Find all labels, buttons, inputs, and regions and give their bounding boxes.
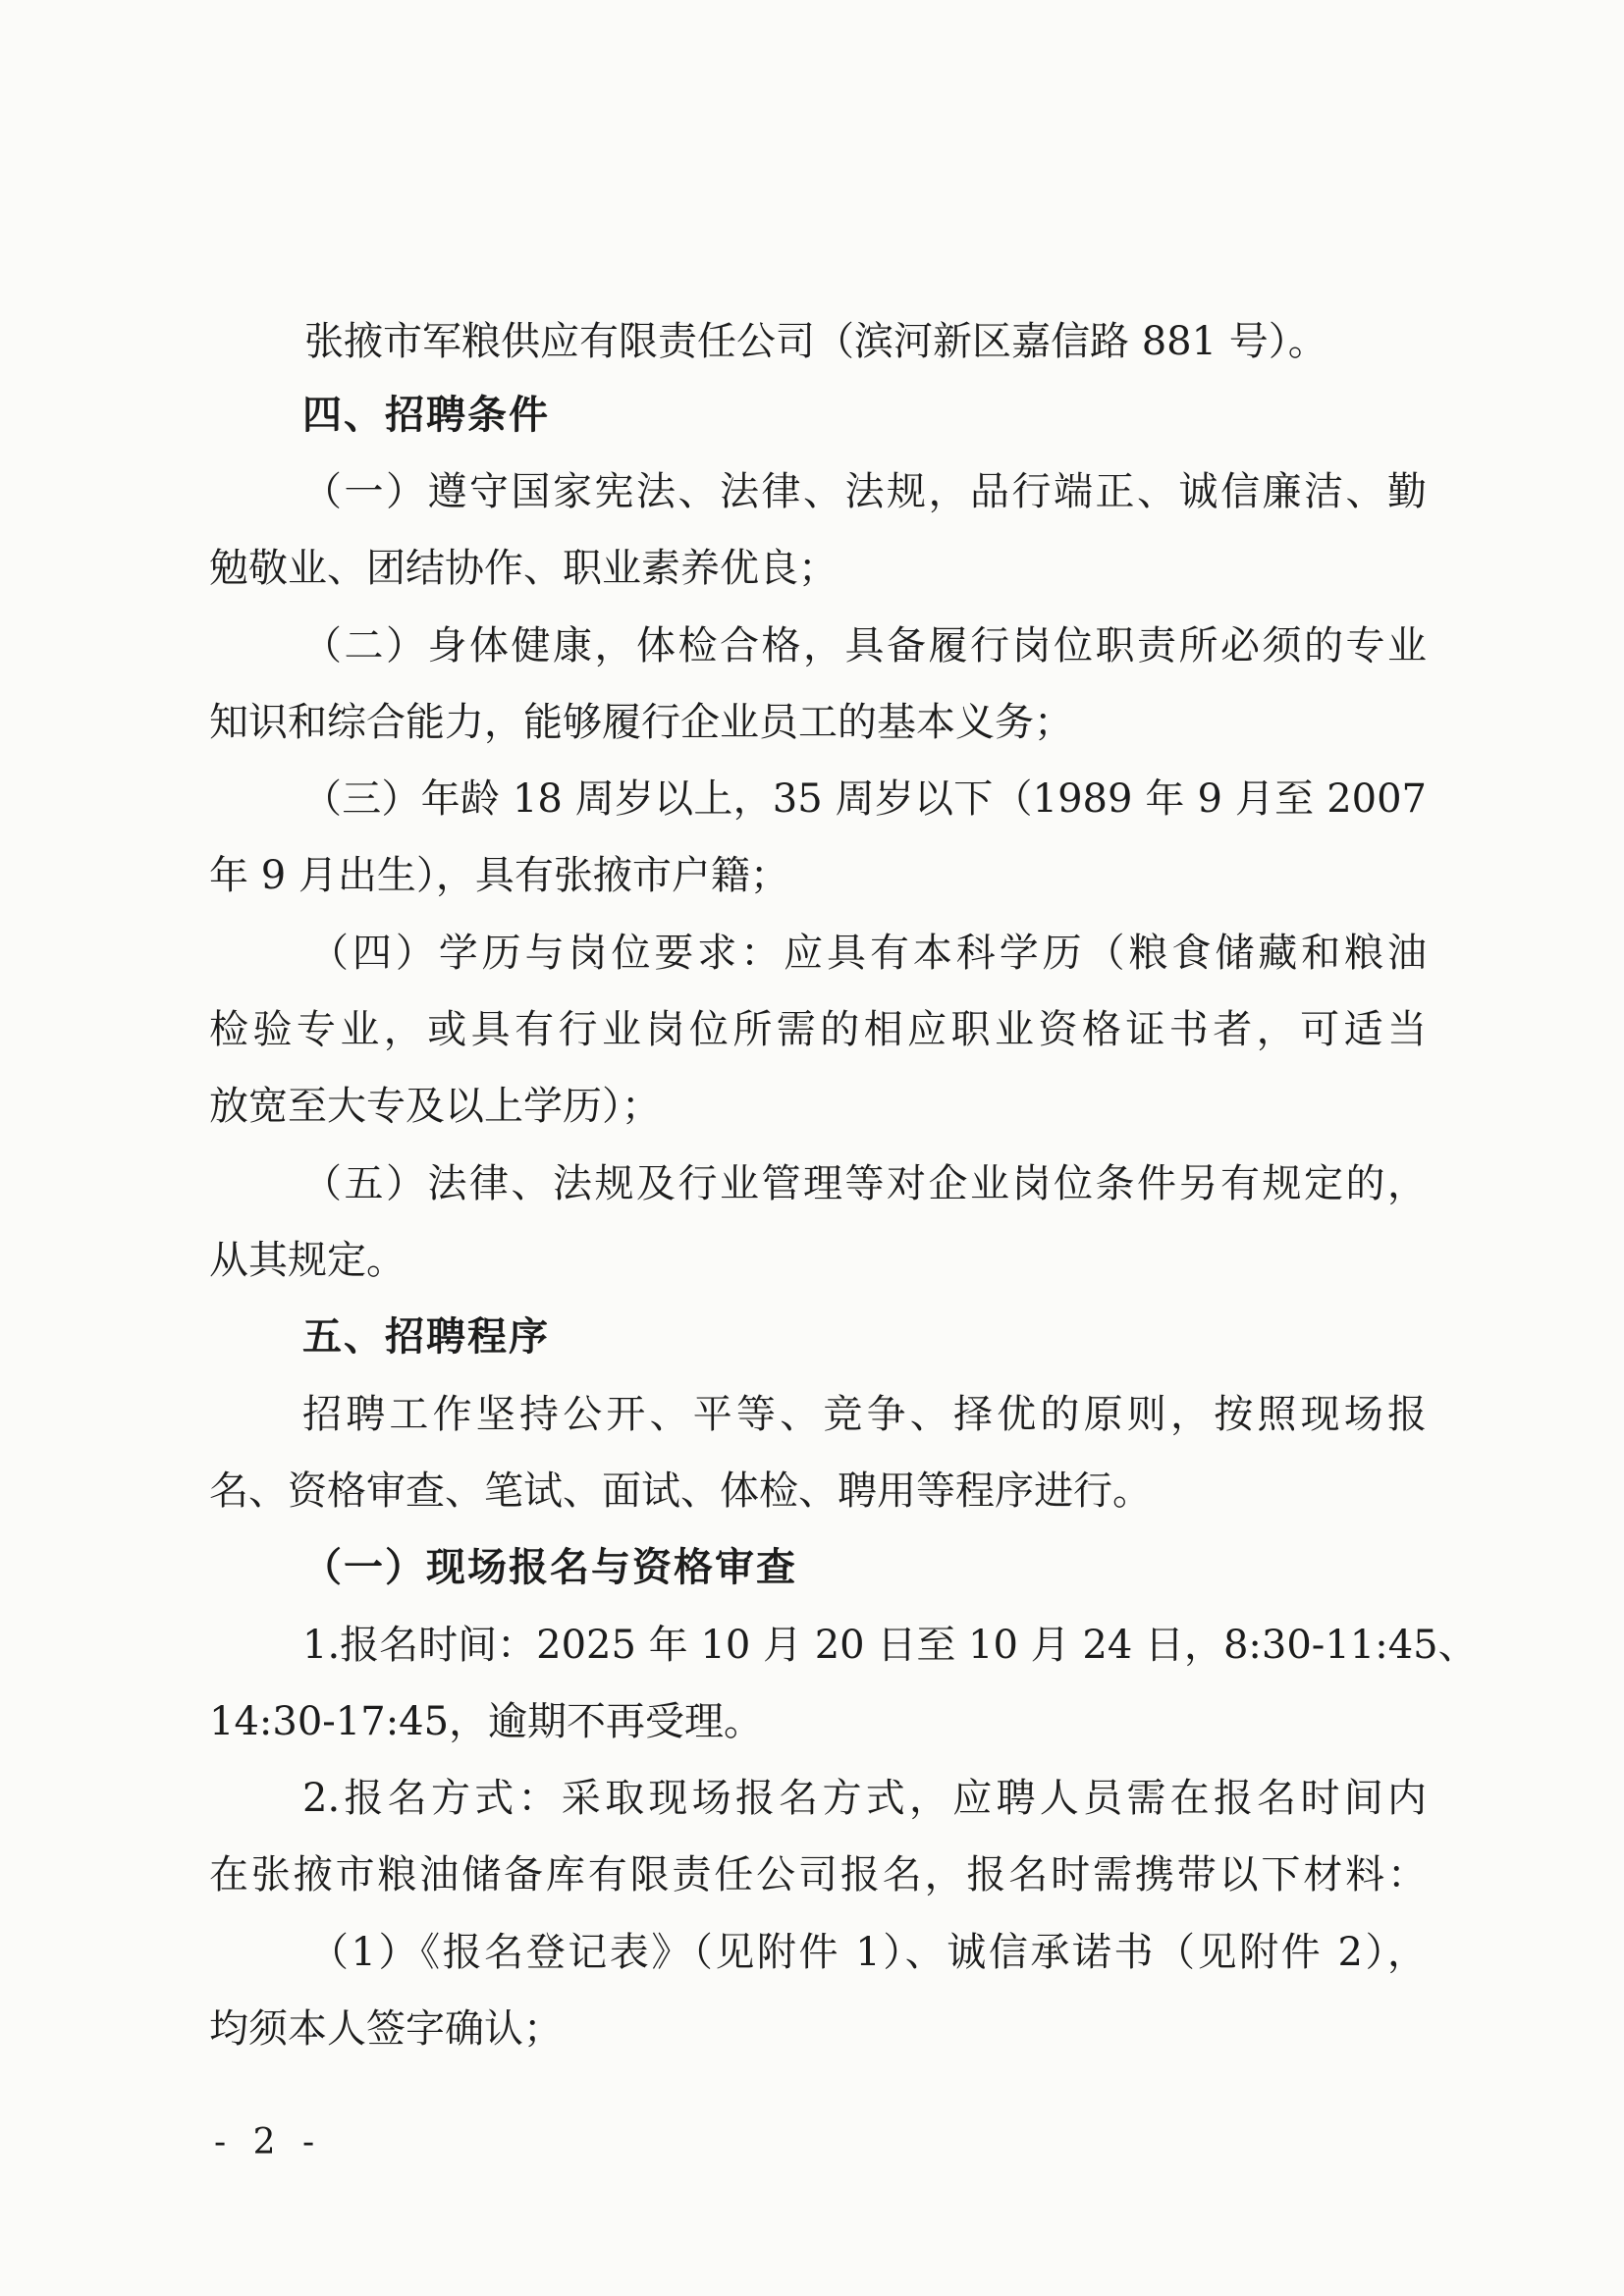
subsection-heading: （一）现场报名与资格审查 [302, 1544, 797, 1590]
paragraph-line: 从其规定。 [209, 1238, 406, 1283]
paragraph-line: （1）《报名登记表》（见附件 1）、诚信承诺书（见附件 2）， [309, 1930, 1427, 1975]
paragraph-line: （三）年龄 18 周岁以上，35 周岁以下（1989 年 9 月至 2007 [302, 776, 1427, 822]
paragraph-line: （五）法律、法规及行业管理等对企业岗位条件另有规定的， [302, 1161, 1427, 1206]
section-heading: 五、招聘程序 [302, 1314, 550, 1360]
paragraph-line: 张掖市军粮供应有限责任公司（滨河新区嘉信路 881 号）。 [304, 319, 1327, 364]
paragraph-line: 检验专业，或具有行业岗位所需的相应职业资格证书者，可适当 [209, 1007, 1427, 1052]
paragraph-line: 招聘工作坚持公开、平等、竞争、择优的原则，按照现场报 [302, 1392, 1427, 1437]
paragraph-line: 名、资格审查、笔试、面试、体检、聘用等程序进行。 [209, 1468, 1152, 1514]
paragraph-line: （一）遵守国家宪法、法律、法规，品行端正、诚信廉洁、勤 [302, 469, 1427, 514]
section-heading: 四、招聘条件 [302, 393, 550, 438]
paragraph-line: 14:30-17:45，逾期不再受理。 [209, 1699, 764, 1744]
paragraph-line: 均须本人签字确认； [209, 2006, 563, 2052]
page-number: - 2 - [214, 2122, 323, 2163]
paragraph-line: 2.报名方式：采取现场报名方式，应聘人员需在报名时间内 [302, 1776, 1427, 1821]
paragraph-line: 勉敬业、团结协作、职业素养优良； [209, 546, 838, 591]
paragraph-line: 1.报名时间：2025 年 10 月 20 日至 10 月 24 日，8:30-11:45、 [302, 1623, 1478, 1668]
paragraph-line: 在张掖市粮油储备库有限责任公司报名，报名时需携带以下材料： [209, 1852, 1427, 1897]
paragraph-line: 知识和综合能力，能够履行企业员工的基本义务； [209, 700, 1073, 745]
paragraph-line: 年 9 月出生），具有张掖市户籍； [209, 853, 789, 898]
paragraph-line: 放宽至大专及以上学历）； [209, 1084, 661, 1129]
paragraph-line: （二）身体健康，体检合格，具备履行岗位职责所必须的专业 [302, 623, 1427, 668]
paragraph-line: （四）学历与岗位要求：应具有本科学历（粮食储藏和粮油 [309, 931, 1427, 976]
